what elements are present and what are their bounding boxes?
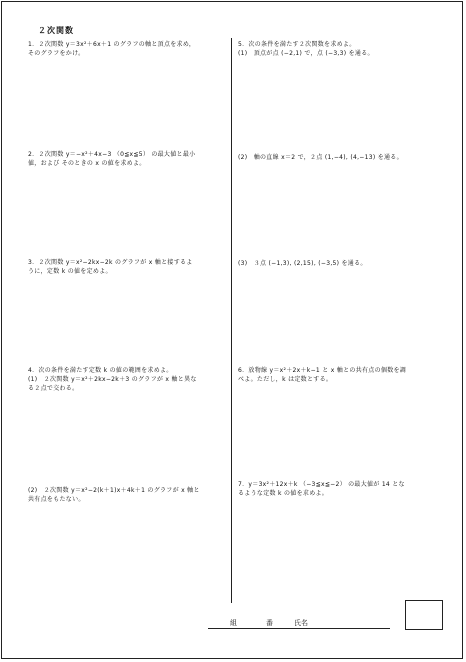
- question-4-2: (2) ２次関数 y＝x²−2(k＋1)x＋4k＋1 のグラフが x 軸と 共有点をもたない。: [28, 487, 200, 503]
- question-5-2: (2) 軸の直線 x＝2 で，２点 (1,−4), (4,−13) を通る。: [238, 154, 403, 161]
- question-6: 6．放物線 y＝x²＋2x＋k−1 と x 軸との共有点の個数を調 べよ。ただし，k は定数とする。: [238, 367, 407, 383]
- number-label: 番: [266, 619, 273, 627]
- question-1: 1．２次関数 y＝3x²＋6x＋1 のグラフの軸と頂点を求め， そのグラフをかけ。: [28, 41, 196, 57]
- question-2: 2．２次関数 y＝−x²＋4x−3 （0≦x≦5） の最大値と最小 値，および そのときの x の値を求めよ。: [28, 151, 196, 167]
- score-box[interactable]: [405, 600, 443, 630]
- question-4-1: 4．次の条件を満たす定数 k の値の範囲を求めよ。 (1) ２次関数 y＝x²＋2kx−2k＋3 のグラフが x 軸と異な る２点で交わる。: [28, 367, 197, 392]
- name-label: 氏名: [294, 619, 308, 627]
- class-label: 組: [230, 619, 237, 627]
- question-7: 7．y＝3x²＋12x＋k （−3≦x≦−2） の最大値が 14 とな るような定数 k の値を求めよ。: [238, 481, 405, 497]
- question-5-3: (3) ３点 (−1,3), (2,15), (−3,5) を通る。: [238, 260, 367, 267]
- question-3: 3．２次関数 y＝x²−2kx−2k のグラフが x 軸と接するよ うに，定数 k の値を定めよ。: [28, 259, 193, 275]
- page-frame: [1, 1, 463, 659]
- name-line[interactable]: [208, 618, 390, 629]
- question-5-1: 5．次の条件を満たす２次関数を求めよ。 (1) 頂点が点 (−2,1) で，点 (−3,3) を通る。: [238, 41, 374, 57]
- column-divider: [231, 38, 232, 603]
- page-title: ２次関数: [38, 26, 74, 35]
